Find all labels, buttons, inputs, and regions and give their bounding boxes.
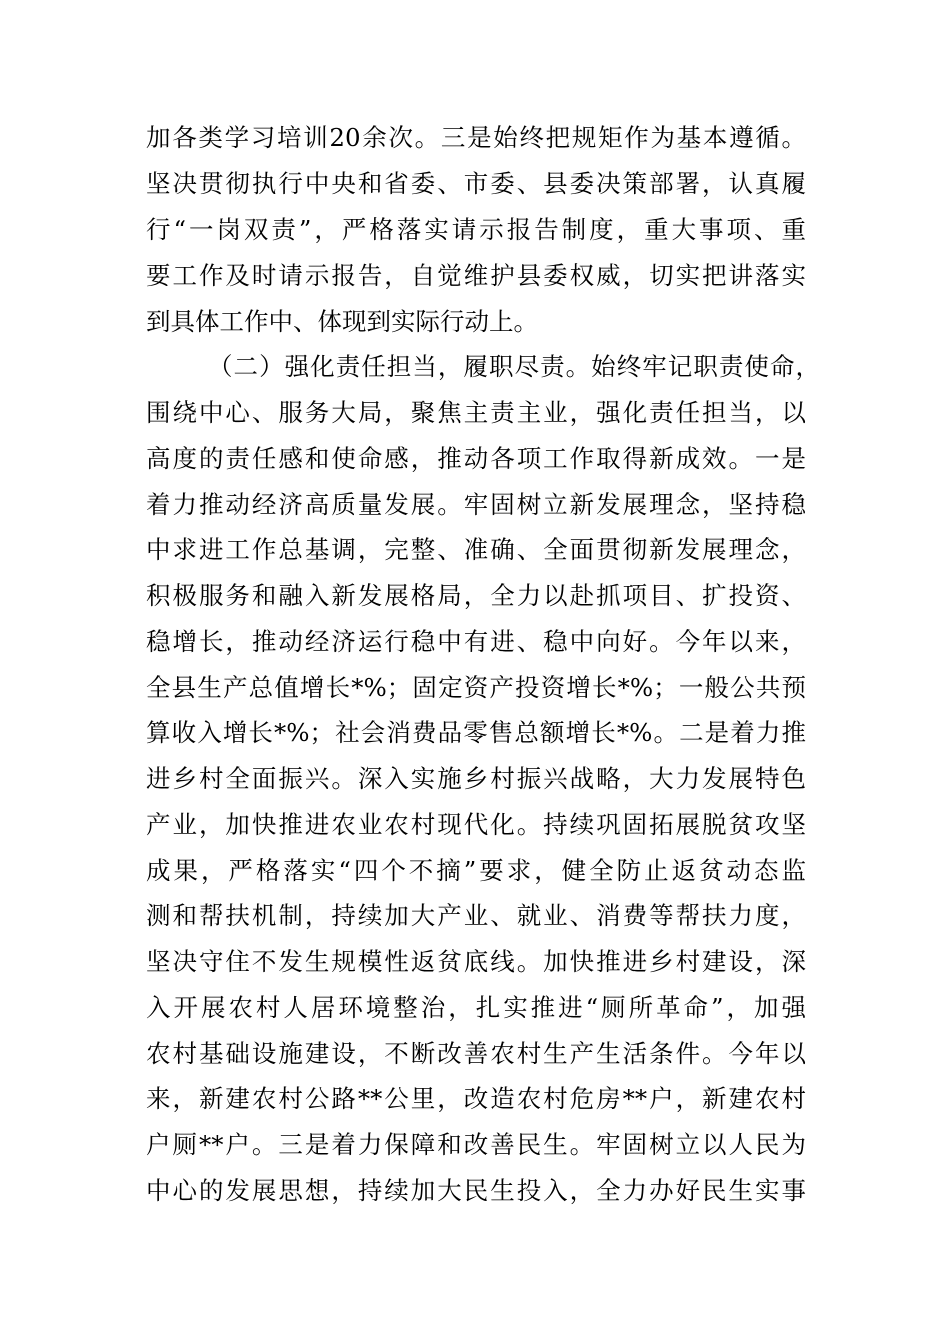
text-line-2: 坚决贯彻执行中央和省委、市委、县委决策部署，认真履	[146, 169, 806, 198]
text-line-8: 高度的责任感和使命感，推动各项工作取得新成效。一是	[146, 444, 806, 473]
text-line-18: 测和帮扶机制，持续加大产业、就业、消费等帮扶力度，	[146, 901, 806, 930]
text-line-14: 算收入增长*%；社会消费品零售总额增长*%。二是着力推	[146, 718, 806, 747]
section-heading-line: （二）强化责任担当，履职尽责。始终牢记职责使命，	[208, 352, 820, 381]
text-line-9: 着力推动经济高质量发展。牢固树立新发展理念，坚持稳	[146, 490, 806, 519]
text-line-24: 中心的发展思想，持续加大民生投入，全力办好民生实事	[146, 1176, 806, 1205]
text-line-7: 围绕中心、服务大局，聚焦主责主业，强化责任担当，以	[146, 398, 806, 427]
text-line-10: 中求进工作总基调，完整、准确、全面贯彻新发展理念，	[146, 535, 806, 564]
text-line-3: 行“一岗双责”，严格落实请示报告制度，重大事项、重	[146, 215, 806, 244]
text-line-21: 农村基础设施建设，不断改善农村生产生活条件。今年以	[146, 1039, 806, 1068]
text-line-19: 坚决守住不发生规模性返贫底线。加快推进乡村建设，深	[146, 947, 806, 976]
text-line-12: 稳增长，推动经济运行稳中有进、稳中向好。今年以来，	[146, 627, 806, 656]
text-line-16: 产业，加快推进农业农村现代化。持续巩固拓展脱贫攻坚	[146, 810, 806, 839]
text-line-13: 全县生产总值增长*%；固定资产投资增长*%；一般公共预	[146, 673, 806, 702]
text-line-15: 进乡村全面振兴。深入实施乡村振兴战略，大力发展特色	[146, 764, 806, 793]
text-line-11: 积极服务和融入新发展格局，全力以赴抓项目、扩投资、	[146, 581, 806, 610]
text-line-5: 到具体工作中、体现到实际行动上。	[146, 307, 538, 336]
text-line-20: 入开展农村人居环境整治，扎实推进“厕所革命”，加强	[146, 993, 806, 1022]
text-line-22: 来，新建农村公路**公里，改造农村危房**户，新建农村	[146, 1084, 806, 1113]
text-line-4: 要工作及时请示报告，自觉维护县委权威，切实把讲落实	[146, 261, 806, 290]
text-line-23: 户厕**户。三是着力保障和改善民生。牢固树立以人民为	[146, 1130, 806, 1159]
text-line-1: 加各类学习培训20余次。三是始终把规矩作为基本遵循。	[146, 123, 806, 152]
text-line-17: 成果，严格落实“四个不摘”要求，健全防止返贫动态监	[146, 856, 806, 885]
